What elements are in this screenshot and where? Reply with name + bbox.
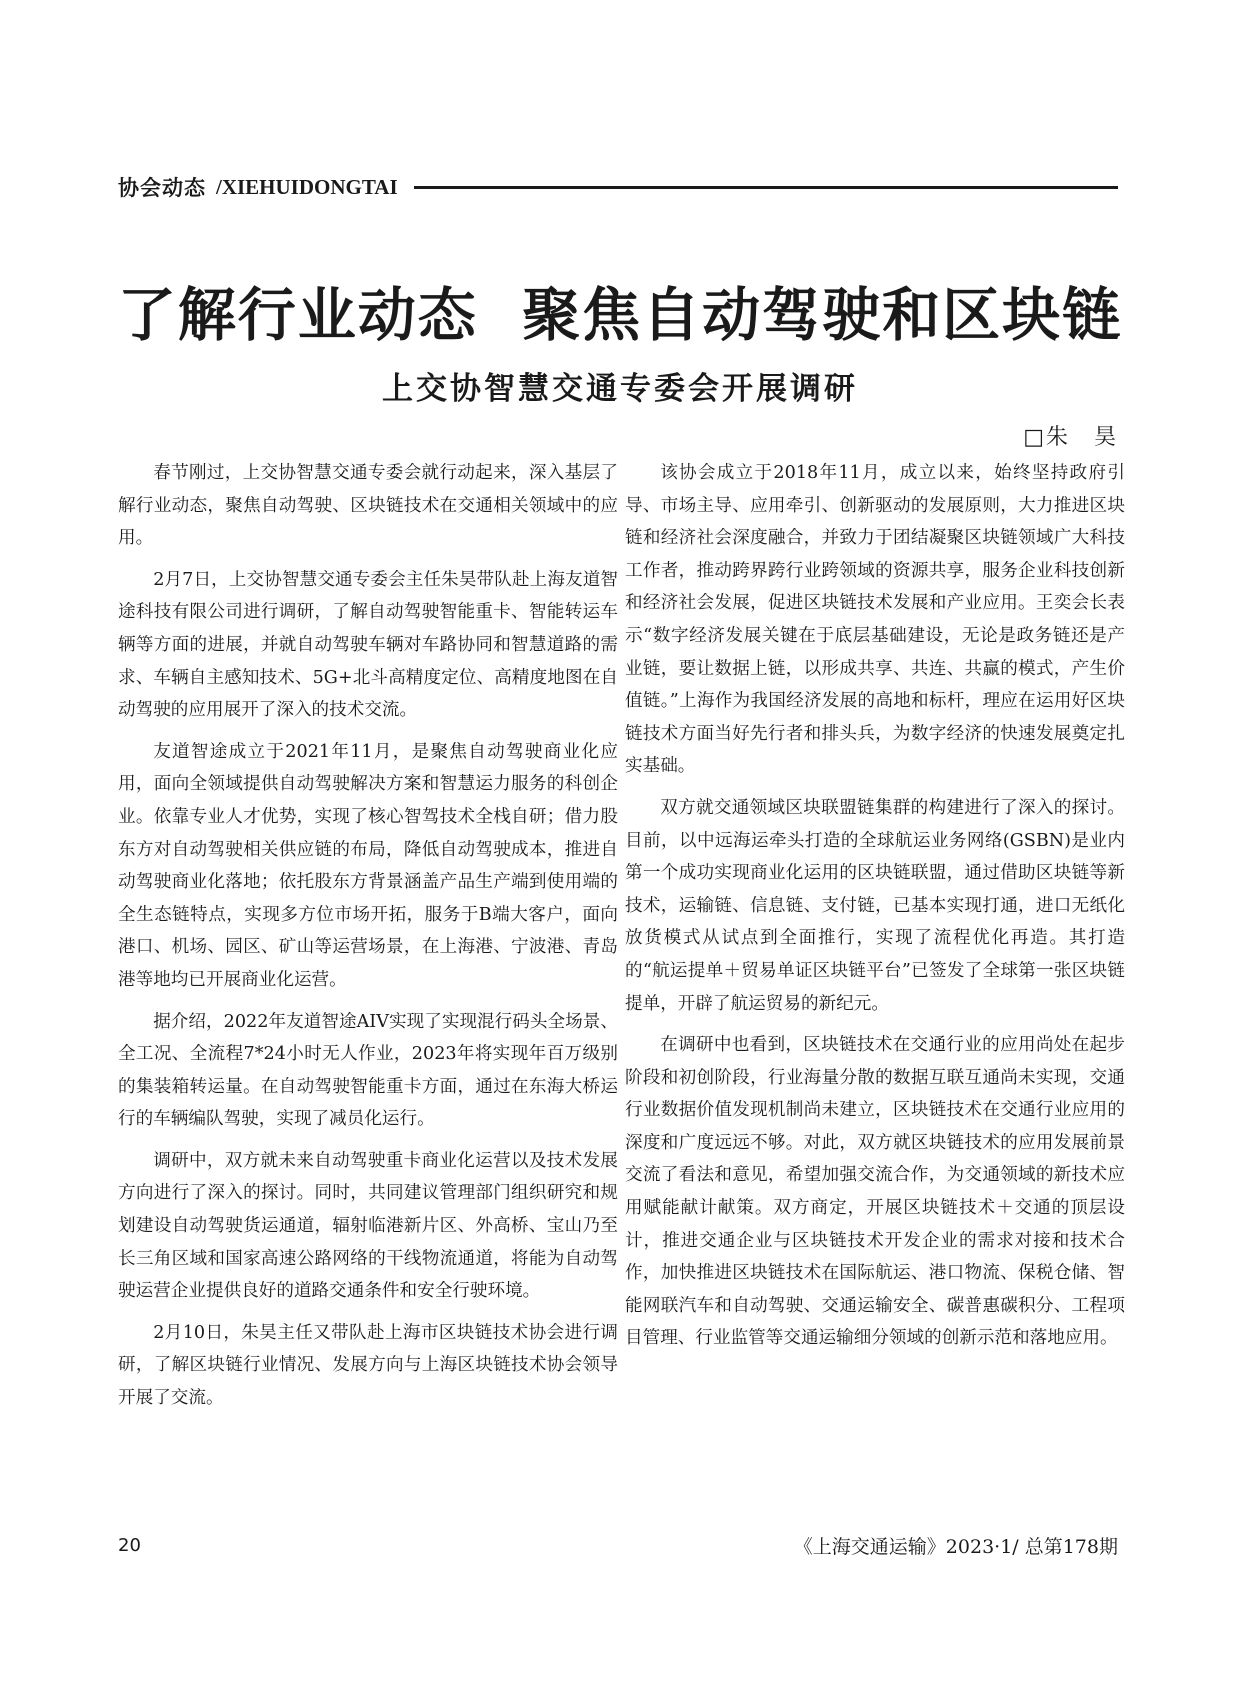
paragraph: 春节刚过，上交协智慧交通专委会就行动起来，深入基层了解行业动态，聚焦自动驾驶、区块链技术在交通相关领域中的应用。 bbox=[118, 463, 618, 549]
paragraph: 据介绍，2022年友道智途AIV实现了实现混行码头全场景、全工况、全流程7*24小时无人作业，2023年将实现年百万级别的集装箱转运量。在自动驾驶智能重卡方面，通过在东海大桥运行的车辆编队驾驶，实现了减员化运行。 bbox=[118, 1011, 618, 1130]
article-author: □朱 昊 bbox=[1023, 425, 1118, 450]
article-title: 了解行业动态 聚焦自动驾驶和区块链 bbox=[117, 281, 1123, 349]
section-name-en: /XIEHUIDONGTAI bbox=[216, 174, 398, 199]
section-rule bbox=[414, 186, 1118, 189]
paragraph: 友道智途成立于2021年11月，是聚焦自动驾驶商业化应用，面向全领域提供自动驾驶解决方案和智慧运力服务的科创企业。依靠专业人才优势，实现了核心智驾技术全栈自研；借力股东方对自动驾驶相关供应链的布局，降低自动驾驶成本，推进自动驾驶商业化落地；依托股东方背景涵盖产品生产端到使用端的全生态链特点，实现多方位市场开拓，服务于B端大客户，面向港口、机场、园区、矿山等运营场景，在上海港、宁波港、青岛港等地均已开展商业化运营。 bbox=[118, 741, 618, 990]
paragraph: 2月10日，朱昊主任又带队赴上海市区块链技术协会进行调研，了解区块链行业情况、发展方向与上海区块链技术协会领导开展了交流。 bbox=[118, 1322, 618, 1409]
section-header bbox=[118, 170, 1118, 204]
journal-issue: 《上海交通运输》2023·1/ 总第178期 bbox=[793, 1536, 1118, 1558]
paragraph: 在调研中也看到，区块链技术在交通行业的应用尚处在起步阶段和初创阶段，行业海量分散的数据互联互通尚未实现，交通行业数据价值发现机制尚未建立，区块链技术在交通行业应用的深度和广度远远不够。对此，双方就区块链技术的应用发展前景交流了看法和意见，希望加强交流合作，为交通领域的新技术应用赋能献计献策。双方商定，开展区块链技术＋交通的顶层设计，推进交通企业与区块链技术开发企业的需求对接和技术合作，加快推进区块链技术在国际航运、港口物流、保税仓储、智能网联汽车和自动驾驶、交通运输安全、碳普惠碳积分、工程项目管理、行业监管等交通运输细分领域的创新示范和落地应用。 bbox=[625, 1035, 1125, 1349]
paragraph: 2月7日，上交协智慧交通专委会主任朱昊带队赴上海友道智途科技有限公司进行调研，了解自动驾驶智能重卡、智能转运车辆等方面的进展，并就自动驾驶车辆对车路协同和智慧道路的需求、车辆自主感知技术、5G+北斗高精度定位、高精度地图在自动驾驶的应用展开了深入的技术交流。 bbox=[118, 569, 618, 721]
paragraph: 调研中，双方就未来自动驾驶重卡商业化运营以及技术发展方向进行了深入的探讨。同时，共同建议管理部门组织研究和规划建设自动驾驶货运通道，辐射临港新片区、外高桥、宝山乃至长三角区域和国家高速公路网络的干线物流通道，将能为自动驾驶运营企业提供良好的道路交通条件和安全行驶环境。 bbox=[118, 1150, 618, 1302]
right-column bbox=[625, 457, 1125, 1364]
page-number: 20 bbox=[118, 1535, 141, 1556]
left-column bbox=[118, 457, 618, 1424]
paragraph: 该协会成立于2018年11月，成立以来，始终坚持政府引导、市场主导、应用牵引、创新驱动的发展原则，大力推进区块链和经济社会深度融合，并致力于团结凝聚区块链领域广大科技工作者，推动跨界跨行业跨领域的资源共享，服务企业科技创新和经济社会发展，促进区块链技术发展和产业应用。王奕会长表示“数字经济发展关键在于底层基础建设，无论是政务链还是产业链，要让数据上链，以形成共享、共连、共赢的模式，产生价值链。”上海作为我国经济发展的高地和标杆，理应在运用好区块链技术方面当好先行者和排头兵，为数字经济的快速发展奠定扎实基础。 bbox=[625, 463, 1125, 777]
article-subtitle: 上交协智慧交通专委会开展调研 bbox=[382, 371, 858, 407]
section-name-cn: 协会动态 bbox=[118, 176, 206, 200]
paragraph: 双方就交通领域区块联盟链集群的构建进行了深入的探讨。目前，以中远海运牵头打造的全球航运业务网络(GSBN)是业内第一个成功实现商业化运用的区块链联盟，通过借助区块链等新技术，运输链、信息链、支付链，已基本实现打通，进口无纸化放货模式从试点到全面推行，实现了流程优化再造。其打造的“航运提单＋贸易单证区块链平台”已签发了全球第一张区块链提单，开辟了航运贸易的新纪元。 bbox=[625, 797, 1125, 1014]
